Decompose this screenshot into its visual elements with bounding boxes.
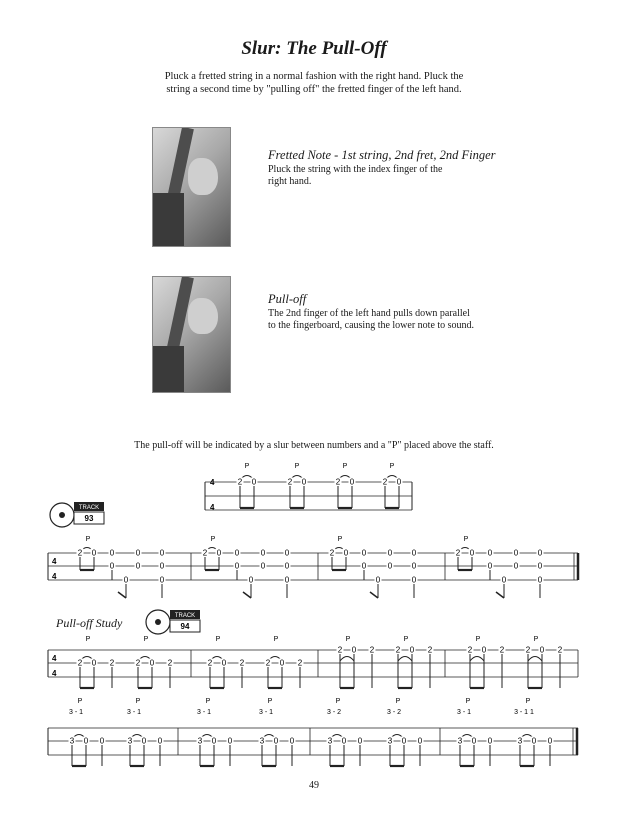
pull-off-mark: P xyxy=(395,698,401,705)
tab-fret-number: 2 xyxy=(77,658,83,668)
tab-fret-number: 2 xyxy=(329,548,335,558)
tab-fret-number: 0 xyxy=(387,561,393,571)
tab-fret-number: 0 xyxy=(513,548,519,558)
time-sig-top: 4 xyxy=(210,478,215,487)
tab-fret-number: 0 xyxy=(260,548,266,558)
tab-fret-number: 3 xyxy=(197,736,203,746)
fretted-note-caption-line-1: Pluck the string with the index finger of the xyxy=(268,164,443,175)
tab-fret-number: 0 xyxy=(83,736,89,746)
tab-fret-number: 0 xyxy=(411,575,417,585)
tab-fret-number: 0 xyxy=(547,736,553,746)
fingering-label: 3 - 1 xyxy=(258,709,274,716)
tab-fret-number: 0 xyxy=(361,561,367,571)
tab-fret-number: 3 xyxy=(387,736,393,746)
fingering-label: 3 - 2 xyxy=(386,709,402,716)
track-93-badge xyxy=(50,502,104,527)
tab-fret-number: 2 xyxy=(207,658,213,668)
pull-off-mark: P xyxy=(525,698,531,705)
tab-fret-number: 2 xyxy=(297,658,303,668)
note-flag xyxy=(496,592,504,598)
tab-fret-number: 2 xyxy=(525,645,531,655)
tab-fret-number: 0 xyxy=(341,736,347,746)
tab-fret-number: 0 xyxy=(273,736,279,746)
page-title: Slur: The Pull-Off xyxy=(241,38,387,59)
tab-fret-number: 0 xyxy=(481,645,487,655)
pull-off-mark: P xyxy=(294,463,300,470)
tab-fret-number: 0 xyxy=(357,736,363,746)
pull-off-instruction: The pull-off will be indicated by a slur between numbers and a "P" placed above the staff. xyxy=(134,440,494,451)
intro-line-2: string a second time by "pulling off" the fretted finger of the left hand. xyxy=(166,84,462,95)
tab-fret-number: 0 xyxy=(409,645,415,655)
tab-fret-number: 0 xyxy=(251,477,257,487)
tab-fret-number: 0 xyxy=(301,477,307,487)
pull-off-mark: P xyxy=(77,698,83,705)
tab-fret-number: 0 xyxy=(216,548,222,558)
track-93-number: 93 xyxy=(84,514,94,523)
tab-fret-number: 0 xyxy=(349,477,355,487)
tab-fret-number: 2 xyxy=(202,548,208,558)
tab-fret-number: 0 xyxy=(471,736,477,746)
tab-fret-number: 0 xyxy=(260,561,266,571)
tab-fret-number: 0 xyxy=(411,548,417,558)
tab-fret-number: 2 xyxy=(77,548,83,558)
fingering-label: 3 - 1 xyxy=(456,709,472,716)
pull-off-mark: P xyxy=(273,636,279,643)
tab-fret-number: 0 xyxy=(537,575,543,585)
tab-fret-number: 0 xyxy=(417,736,423,746)
tab-fret-number: 2 xyxy=(369,645,375,655)
pull-off-mark: P xyxy=(244,463,250,470)
fingering-label: 3 - 1 xyxy=(126,709,142,716)
tab-staff-3 xyxy=(48,698,578,766)
tab-fret-number: 0 xyxy=(343,548,349,558)
tab-fret-number: 0 xyxy=(501,575,507,585)
tab-staff-2 xyxy=(48,636,578,688)
tab-fret-number: 0 xyxy=(375,575,381,585)
staff-2-time-sig-bottom: 4 xyxy=(52,669,57,678)
track-94-number: 94 xyxy=(180,622,190,631)
pull-off-mark: P xyxy=(342,463,348,470)
tab-fret-number: 2 xyxy=(427,645,433,655)
track-94-badge xyxy=(146,610,200,634)
slur-arc xyxy=(398,657,412,662)
pull-off-mark: P xyxy=(475,636,481,643)
note-flag xyxy=(243,592,251,598)
tab-fret-number: 0 xyxy=(157,736,163,746)
example-staff xyxy=(205,463,412,512)
slur-arc xyxy=(470,657,484,662)
tab-fret-number: 0 xyxy=(537,548,543,558)
pull-off-mark: P xyxy=(533,636,539,643)
tab-fret-number: 0 xyxy=(227,736,233,746)
tab-fret-number: 0 xyxy=(469,548,475,558)
pull-off-mark: P xyxy=(210,536,216,543)
tab-fret-number: 2 xyxy=(337,645,343,655)
pull-off-caption-line-2: to the fingerboard, causing the lower note to sound. xyxy=(268,320,475,331)
tab-fret-number: 0 xyxy=(109,548,115,558)
tab-fret-number: 2 xyxy=(382,477,388,487)
pull-off-mark: P xyxy=(267,698,273,705)
pull-off-mark: P xyxy=(465,698,471,705)
tab-fret-number: 0 xyxy=(387,548,393,558)
pull-off-mark: P xyxy=(403,636,409,643)
note-flag xyxy=(118,592,126,598)
fingering-label: 3 - 2 xyxy=(326,709,342,716)
tab-fret-number: 0 xyxy=(537,561,543,571)
tab-fret-number: 3 xyxy=(259,736,265,746)
tab-fret-number: 2 xyxy=(239,658,245,668)
tab-fret-number: 0 xyxy=(234,561,240,571)
pull-off-mark: P xyxy=(85,536,91,543)
tab-fret-number: 0 xyxy=(411,561,417,571)
pull-off-mark: P xyxy=(463,536,469,543)
pull-off-mark: P xyxy=(135,698,141,705)
tab-fret-number: 2 xyxy=(467,645,473,655)
tab-fret-number: 2 xyxy=(499,645,505,655)
tab-fret-number: 0 xyxy=(487,561,493,571)
tab-fret-number: 0 xyxy=(289,736,295,746)
tab-fret-number: 0 xyxy=(159,561,165,571)
tab-fret-number: 0 xyxy=(284,548,290,558)
tab-fret-number: 0 xyxy=(401,736,407,746)
pull-off-mark: P xyxy=(85,636,91,643)
tab-fret-number: 2 xyxy=(135,658,141,668)
tab-fret-number: 0 xyxy=(211,736,217,746)
pull-off-mark: P xyxy=(215,636,221,643)
tab-fret-number: 0 xyxy=(159,548,165,558)
tab-fret-number: 3 xyxy=(517,736,523,746)
tab-fret-number: 2 xyxy=(335,477,341,487)
fretted-note-caption-line-2: right hand. xyxy=(268,176,312,187)
pull-off-caption-title: Pull-off xyxy=(268,292,307,306)
pull-off-study-label: Pull-off Study xyxy=(56,616,123,630)
pull-off-mark: P xyxy=(143,636,149,643)
tab-fret-number: 0 xyxy=(396,477,402,487)
staff-2-time-sig-top: 4 xyxy=(52,654,57,663)
tab-fret-number: 3 xyxy=(127,736,133,746)
fingering-label: 3 - 1 xyxy=(68,709,84,716)
tab-fret-number: 0 xyxy=(99,736,105,746)
staff-1-time-sig-top: 4 xyxy=(52,557,57,566)
intro-line-1: Pluck a fretted string in a normal fashion with the right hand. Pluck the xyxy=(164,71,464,82)
tab-fret-number: 2 xyxy=(265,658,271,668)
tab-staff-1 xyxy=(48,536,578,598)
tab-fret-number: 0 xyxy=(135,561,141,571)
staff-1-time-sig-bottom: 4 xyxy=(52,572,57,581)
tab-fret-number: 0 xyxy=(279,658,285,668)
tab-fret-number: 2 xyxy=(455,548,461,558)
fingering-label: 3 - 1 1 xyxy=(514,709,534,716)
tab-fret-number: 3 xyxy=(69,736,75,746)
tab-fret-number: 0 xyxy=(531,736,537,746)
tab-fret-number: 0 xyxy=(149,658,155,668)
note-flag xyxy=(370,592,378,598)
tab-fret-number: 0 xyxy=(539,645,545,655)
tab-fret-number: 2 xyxy=(557,645,563,655)
tab-fret-number: 3 xyxy=(457,736,463,746)
tab-fret-number: 0 xyxy=(91,658,97,668)
track-94-label: TRACK xyxy=(174,613,196,619)
pull-off-mark: P xyxy=(389,463,395,470)
tab-fret-number: 0 xyxy=(284,575,290,585)
tab-fret-number: 0 xyxy=(123,575,129,585)
slur-arc xyxy=(528,657,542,662)
tab-fret-number: 3 xyxy=(327,736,333,746)
tab-fret-number: 0 xyxy=(109,561,115,571)
tab-fret-number: 0 xyxy=(487,548,493,558)
tab-fret-number: 0 xyxy=(91,548,97,558)
tab-fret-number: 2 xyxy=(237,477,243,487)
tab-fret-number: 2 xyxy=(287,477,293,487)
tab-fret-number: 0 xyxy=(234,548,240,558)
page-number: 49 xyxy=(309,780,319,791)
pull-off-mark: P xyxy=(345,636,351,643)
tab-fret-number: 0 xyxy=(248,575,254,585)
tab-fret-number: 2 xyxy=(109,658,115,668)
tab-fret-number: 0 xyxy=(284,561,290,571)
tab-fret-number: 0 xyxy=(513,561,519,571)
tab-fret-number: 2 xyxy=(395,645,401,655)
tab-fret-number: 2 xyxy=(167,658,173,668)
tab-fret-number: 0 xyxy=(351,645,357,655)
pull-off-mark: P xyxy=(337,536,343,543)
time-sig-bottom: 4 xyxy=(210,503,215,512)
tab-fret-number: 0 xyxy=(221,658,227,668)
tab-fret-number: 0 xyxy=(361,548,367,558)
tab-fret-number: 0 xyxy=(135,548,141,558)
pull-off-mark: P xyxy=(205,698,211,705)
track-93-label: TRACK xyxy=(78,505,100,511)
pull-off-mark: P xyxy=(335,698,341,705)
fretted-note-caption-title: Fretted Note - 1st string, 2nd fret, 2nd Finger xyxy=(268,148,496,162)
tab-fret-number: 0 xyxy=(487,736,493,746)
tab-fret-number: 0 xyxy=(159,575,165,585)
tab-fret-number: 0 xyxy=(141,736,147,746)
pull-off-caption-line-1: The 2nd finger of the left hand pulls down parallel xyxy=(268,308,470,319)
fingering-label: 3 - 1 xyxy=(196,709,212,716)
slur-arc xyxy=(340,657,354,662)
